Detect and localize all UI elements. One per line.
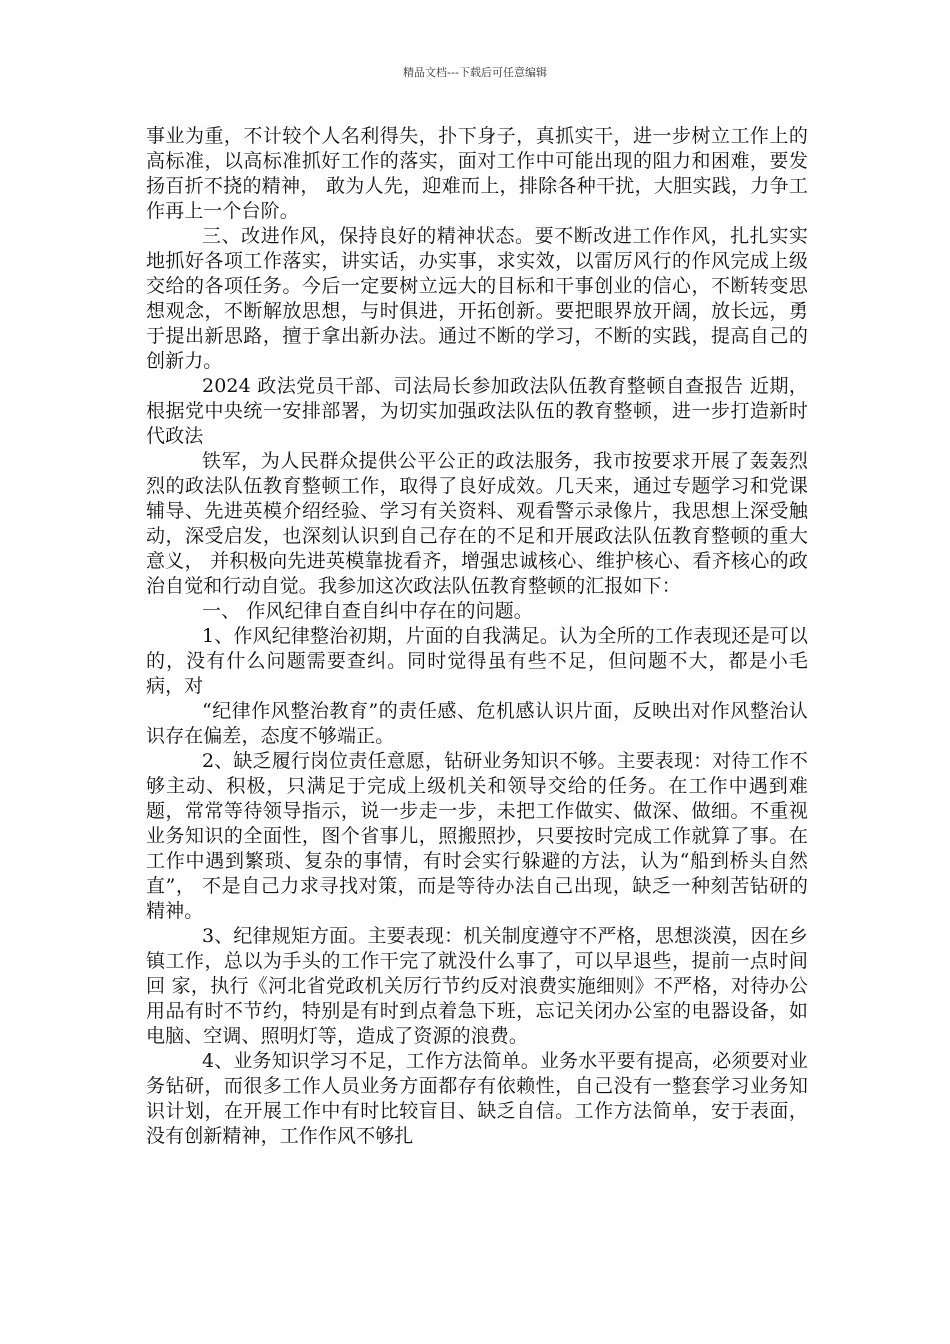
paragraph-4: 铁军，为人民群众提供公平公正的政法服务，我市按要求开展了轰轰烈烈的政法队伍教育整顿工作，取得了良好成效。几天来，通过专题学习和党课辅导、先进英模介绍经验、学习有关资料、观看警示录像片，我思想上深受触动，深受启发，也深刻认识到自己存在的不足和开展政法队伍教育整顿的重大意义， 并积极向先进英模靠拢看齐，增强忠诚核心、维护核心、看齐核心的政治自觉和行动自觉。我参加这次政法队伍教育整顿的汇报如下： xyxy=(146,450,808,597)
paragraph-10: 4、业务知识学习不足，工作方法简单。业务水平要有提高，必须要对业务钻研，而很多工作人员业务方面都存有依赖性，自己没有一整套学习业务知识计划，在开展工作中有时比较盲目、缺乏自信。工作方法简单，安于表面，没有创新精神，工作作风不够扎 xyxy=(146,1050,808,1147)
paragraph-9: 3、纪律规矩方面。主要表现：机关制度遵守不严格，思想淡漠，因在乡镇工作，总以为手头的工作干完了就没什么事了，可以早退些，提前一点时间回 家，执行《河北省党政机关厉行节约反对浪费实施细则》不严格，对待办公用品有时不节约，特别是有时到点着急下班，忘记关闭办公室的电器设备，如电脑、空调、照明灯等，造成了资源的浪费。 xyxy=(146,925,808,1047)
section-heading-1: 一、 作风纪律自查自纠中存在的问题。 xyxy=(202,600,533,622)
paragraph-6: 1、作风纪律整治初期，片面的自我满足。认为全所的工作表现还是可以的，没有什么问题需要查纠。同时觉得虽有些不足，但问题不大，都是小毛病，对 xyxy=(146,625,808,697)
paragraph-8: 2、缺乏履行岗位责任意愿，钻研业务知识不够。主要表现：对待工作不够主动、积极，只满足于完成上级机关和领导交给的任务。在工作中遇到难题，常常等待领导指示，说一步走一步，未把工作做实、做深、做细。不重视业务知识的全面性，图个省事儿，照搬照抄，只要按时完成工作就算了事。在工作中遇到繁琐、复杂的事情，有时会实行躲避的方法，认为“船到桥头自然直”， 不是自己力求寻找对策，而是等待办法自己出现，缺乏一种刻苦钻研的精神。 xyxy=(146,750,808,922)
paragraph-7: “纪律作风整治教育”的责任感、危机感认识片面，反映出对作风整治认识存在偏差，态度不够端正。 xyxy=(146,700,808,747)
paragraph-3: 2024 政法党员干部、司法局长参加政法队伍教育整顿自查报告 近期，根据党中央统一安排部署，为切实加强政法队伍的教育整顿，进一步打造新时代政法 xyxy=(146,375,808,447)
page-header: 精品文档---下载后可任意编辑 xyxy=(403,66,547,79)
document-body xyxy=(146,124,808,1149)
paragraph-2: 三、改进作风，保持良好的精神状态。要不断改进工作作风，扎扎实实地抓好各项工作落实，讲实话，办实事，求实效，以雷厉风行的作风完成上级交给的各项任务。今后一定要树立远大的目标和干事创业的信心，不断转变思想观念，不断解放思想，与时俱进，开拓创新。要把眼界放开阔，放长远，勇于提出新思路，擅于拿出新办法。通过不断的学习，不断的实践，提高自己的创新力。 xyxy=(146,225,808,372)
paragraph-1: 事业为重，不计较个人名利得失，扑下身子，真抓实干，进一步树立工作上的高标准，以高标准抓好工作的落实，面对工作中可能出现的阻力和困难，要发扬百折不挠的精神， 敢为人先，迎难而上，排除各种干扰，大胆实践，力争工作再上一个台阶。 xyxy=(146,125,808,222)
